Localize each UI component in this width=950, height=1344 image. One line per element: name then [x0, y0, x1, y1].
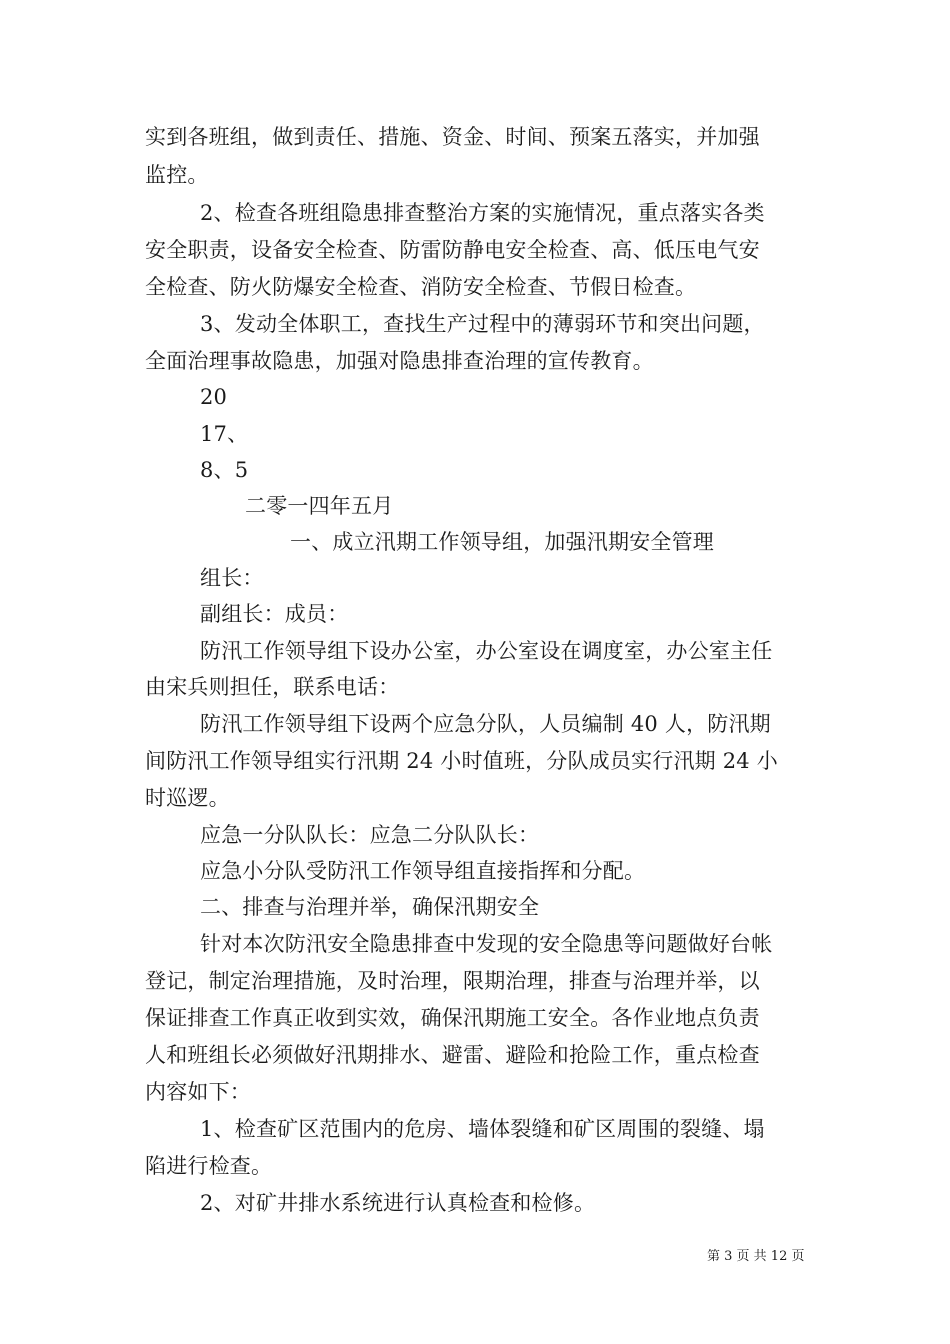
text-line: 保证排查工作真正收到实效，确保汛期施工安全。各作业地点负责	[145, 1006, 760, 1030]
text-line: 人和班组长必须做好汛期排水、避雷、避险和抢险工作，重点检查	[145, 1043, 760, 1067]
text-line: 登记，制定治理措施，及时治理，限期治理，排查与治理并举，以	[145, 969, 760, 993]
text-line: 内容如下：	[145, 1080, 251, 1104]
page-number-footer: 第 3 页 共 12 页	[707, 1249, 805, 1264]
text-line: 安全职责，设备安全检查、防雷防静电安全检查、高、低压电气安	[145, 238, 760, 262]
text-line: 全检查、防火防爆安全检查、消防安全检查、节假日检查。	[145, 275, 697, 299]
text-line: 间防汛工作领导组实行汛期 24 小时值班，分队成员实行汛期 24 小	[145, 749, 778, 773]
text-line: 时巡逻。	[145, 786, 230, 810]
text-line: 由宋兵则担任，联系电话：	[145, 675, 400, 699]
text-line: 全面治理事故隐患，加强对隐患排查治理的宣传教育。	[145, 349, 654, 373]
text-line: 实到各班组，做到责任、措施、资金、时间、预案五落实，并加强	[145, 125, 760, 149]
text-line: 针对本次防汛安全隐患排查中发现的安全隐患等问题做好台帐	[200, 932, 773, 956]
section-heading: 一、成立汛期工作领导组，加强汛期安全管理	[290, 530, 714, 554]
text-line: 2、检查各班组隐患排查整治方案的实施情况，重点落实各类	[200, 201, 765, 225]
text-line: 8、5	[200, 458, 249, 482]
text-line: 监控。	[145, 163, 209, 187]
text-line: 3、发动全体职工，查找生产过程中的薄弱环节和突出问题，	[200, 312, 765, 336]
text-line: 防汛工作领导组下设两个应急分队，人员编制 40 人，防汛期	[200, 712, 771, 736]
text-line: 20	[200, 385, 228, 409]
section-heading: 二、排查与治理并举，确保汛期安全	[200, 895, 540, 919]
text-line: 应急一分队队长：应急二分队队长：	[200, 823, 540, 847]
text-line: 17、	[200, 422, 249, 446]
text-line: 防汛工作领导组下设办公室，办公室设在调度室，办公室主任	[200, 639, 773, 663]
text-line: 1、检查矿区范围内的危房、墙体裂缝和矿区周围的裂缝、塌	[200, 1117, 765, 1141]
text-line: 陷进行检查。	[145, 1154, 273, 1178]
text-line: 组长：	[200, 566, 264, 590]
text-line: 应急小分队受防汛工作领导组直接指挥和分配。	[200, 859, 646, 883]
text-line: 副组长：成员：	[200, 602, 349, 626]
date-heading: 二零一四年五月	[245, 494, 394, 518]
text-line: 2、对矿井排水系统进行认真检查和检修。	[200, 1191, 596, 1215]
